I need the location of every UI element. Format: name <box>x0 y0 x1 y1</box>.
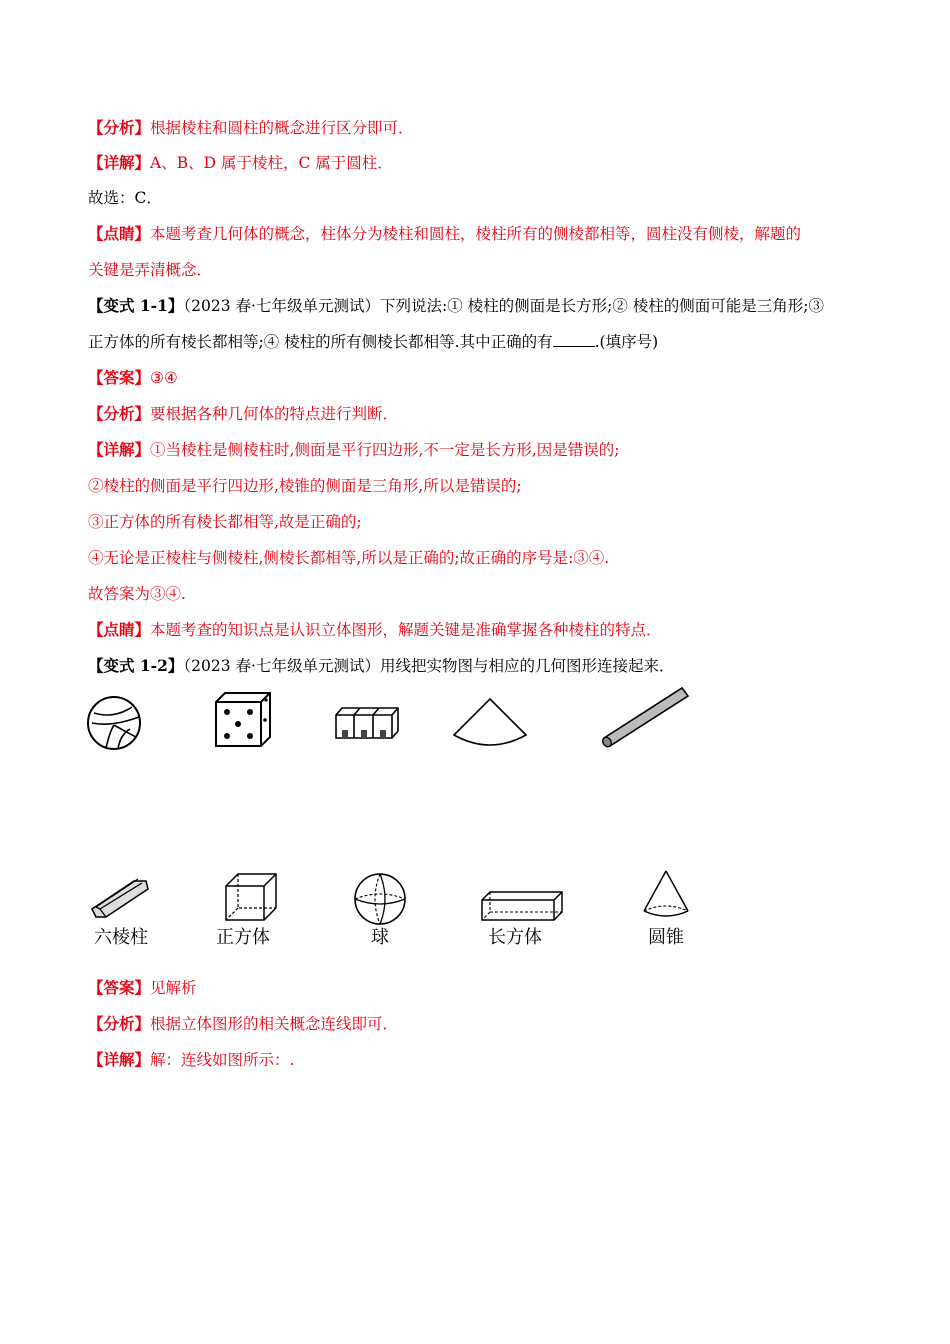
variant-question: 用线把实物图与相应的几何图形连接起来． <box>379 657 675 675</box>
analysis-tag: 【分析】 <box>88 1014 151 1033</box>
choice-line: 故选：C． <box>88 189 162 207</box>
answer-tag: 【答案】 <box>88 978 151 997</box>
final-answer-line: 故答案为③④. <box>88 585 186 603</box>
analysis-line-3 <box>88 1014 398 1034</box>
comment-line-1 <box>88 224 801 244</box>
comment-line-3 <box>88 620 662 640</box>
analysis-line-1 <box>88 118 414 138</box>
detail-line-6 <box>88 1050 294 1070</box>
detail-tag: 【详解】 <box>88 153 151 172</box>
variant-tag: 【变式 1-1】 <box>88 296 184 315</box>
label-hexagonal-prism: 六棱柱 <box>94 927 148 948</box>
comment-tag: 【点睛】 <box>88 620 151 639</box>
detail-text: A、B、D 属于棱柱，C 属于圆柱． <box>150 154 393 172</box>
variant-1-2-line <box>88 656 674 676</box>
variant-1-1-line-1 <box>88 296 824 316</box>
comment-text: 本题考查几何体的概念，柱体分为棱柱和圆柱，棱柱所有的侧棱都相等，圆柱没有侧棱，解题的 <box>150 225 802 243</box>
detail-line-5: ④无论是正棱柱与侧棱柱,侧棱长都相等,所以是正确的;故正确的序号是:③④. <box>88 549 610 567</box>
analysis-text: 根据立体图形的相关概念连线即可． <box>150 1015 399 1033</box>
answer-text: ③④ <box>150 369 178 387</box>
comment-line-2: 关键是弄清概念． <box>88 261 213 279</box>
variant-tag: 【变式 1-2】 <box>88 656 184 675</box>
building-blocks-icon <box>334 705 402 741</box>
detail-line-3: ②棱柱的侧面是平行四边形,棱锥的侧面是三角形,所以是错误的; <box>88 477 522 495</box>
dice-icon <box>213 690 273 750</box>
answer-line-1 <box>88 368 178 388</box>
label-cube: 正方体 <box>216 927 270 948</box>
variant-1-1-line-2 <box>88 332 658 352</box>
detail-line-4: ③正方体的所有棱长都相等,故是正确的; <box>88 513 362 531</box>
variant-source: （2023 春·七年级单元测试） <box>183 657 380 675</box>
variant-question-end: .(填序号) <box>594 333 659 351</box>
answer-line-2 <box>88 978 197 998</box>
detail-line-1 <box>88 153 393 173</box>
variant-source: （2023 春·七年级单元测试） <box>183 297 380 315</box>
analysis-tag: 【分析】 <box>88 118 151 137</box>
analysis-text: 根据棱柱和圆柱的概念进行区分即可． <box>150 119 414 137</box>
cone-icon <box>640 869 692 921</box>
cube-icon <box>224 872 278 922</box>
rod-icon <box>600 684 692 748</box>
comment-text: 本题考查的知识点是认识立体图形，解题关键是准确掌握各种棱柱的特点． <box>150 621 662 639</box>
variant-question-cont: 正方体的所有棱长都相等;④ 棱柱的所有侧棱长都相等.其中正确的有 <box>88 333 553 351</box>
fan-sector-icon <box>450 697 530 749</box>
answer-tag: 【答案】 <box>88 368 151 387</box>
volleyball-icon <box>84 693 144 753</box>
sphere-icon <box>353 872 407 926</box>
label-cone: 圆锥 <box>648 927 684 948</box>
detail-text: ①当棱柱是侧棱柱时,侧面是平行四边形,不一定是长方形,因是错误的; <box>150 441 620 459</box>
answer-text: 见解析 <box>150 979 197 997</box>
answer-blank[interactable] <box>553 332 595 347</box>
analysis-text: 要根据各种几何体的特点进行判断． <box>150 405 399 423</box>
detail-tag: 【详解】 <box>88 1050 151 1069</box>
hexagonal-prism-icon <box>88 877 152 921</box>
detail-text: 解：连线如图所示：. <box>150 1051 295 1069</box>
variant-question: 下列说法:① 棱柱的侧面是长方形;② 棱柱的侧面可能是三角形;③ <box>379 297 824 315</box>
label-sphere: 球 <box>371 927 389 948</box>
analysis-line-2 <box>88 404 398 424</box>
label-cuboid: 长方体 <box>488 927 542 948</box>
detail-line-2 <box>88 440 620 460</box>
comment-tag: 【点睛】 <box>88 224 151 243</box>
cuboid-icon <box>480 890 564 922</box>
detail-tag: 【详解】 <box>88 440 151 459</box>
analysis-tag: 【分析】 <box>88 404 151 423</box>
